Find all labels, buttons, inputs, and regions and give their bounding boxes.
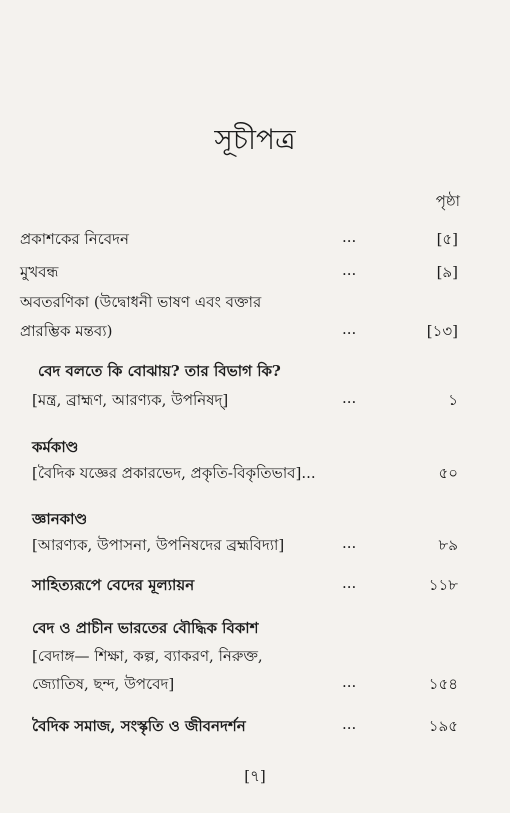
chapter-heading: বেদ বলতে কি বোঝায়? তার বিভাগ কি? bbox=[38, 362, 281, 380]
leader-dots: ... bbox=[342, 320, 357, 338]
entry-page: [৯] bbox=[436, 263, 458, 281]
leader-dots: ... bbox=[342, 574, 357, 592]
chapter-subtopics: [বৈদিক যজ্ঞের প্রকারভেদ, প্রকৃতি-বিকৃতিভাব]... bbox=[32, 464, 316, 482]
entry-page: ৮৯ bbox=[438, 536, 458, 554]
leader-dots: ... bbox=[342, 261, 357, 279]
chapter-subtopics: [মন্ত্র, ব্রাহ্মণ, আরণ্যক, উপনিষদ্] bbox=[32, 391, 229, 409]
page-number-footer: [৭] bbox=[244, 767, 266, 785]
chapter-heading: কর্মকাণ্ড bbox=[32, 438, 79, 456]
chapter-subtopics: [বেদাঙ্গ— শিক্ষা, কল্প, ব্যাকরণ, নিরুক্ত, bbox=[32, 647, 263, 665]
chapter-subtopics: [আরণ্যক, উপাসনা, উপনিষদের ব্রহ্মবিদ্যা] bbox=[32, 536, 285, 554]
entry-page: [১৩] bbox=[426, 322, 458, 340]
entry-page: [৫] bbox=[436, 230, 458, 248]
leader-dots: ... bbox=[342, 389, 357, 407]
page-title: সূচীপত্র bbox=[214, 123, 296, 156]
leader-dots: ... bbox=[342, 673, 357, 691]
entry-title-line2: প্রারম্ভিক মন্তব্য) bbox=[20, 322, 113, 340]
leader-dots: ... bbox=[342, 715, 357, 733]
leader-dots: ... bbox=[342, 228, 357, 246]
entry-page: ১৯৫ bbox=[428, 717, 458, 735]
chapter-heading: সাহিত্যরূপে বেদের মূল্যায়ন bbox=[32, 576, 195, 594]
entry-title: মুখবন্ধ bbox=[20, 263, 59, 281]
chapter-heading: বেদ ও প্রাচীন ভারতের বৌদ্ধিক বিকাশ bbox=[32, 619, 259, 637]
chapter-subtopics-line2: জ্যোতিষ, ছন্দ, উপবেদ] bbox=[32, 675, 175, 693]
chapter-heading: বৈদিক সমাজ, সংস্কৃতি ও জীবনদর্শন bbox=[32, 717, 246, 735]
entry-page: ৫০ bbox=[438, 464, 458, 482]
entry-title: প্রকাশকের নিবেদন bbox=[20, 230, 129, 248]
leader-dots: ... bbox=[342, 534, 357, 552]
entry-page: ১১৮ bbox=[428, 576, 458, 594]
chapter-heading: জ্ঞানকাণ্ড bbox=[32, 510, 88, 528]
entry-page: ১৫৪ bbox=[428, 675, 458, 693]
entry-page: ১ bbox=[448, 391, 458, 409]
entry-title-line1: অবতরণিকা (উদ্বোধনী ভাষণ এবং বক্তার bbox=[20, 293, 262, 311]
page-column-header: পৃষ্ঠা bbox=[435, 192, 460, 210]
